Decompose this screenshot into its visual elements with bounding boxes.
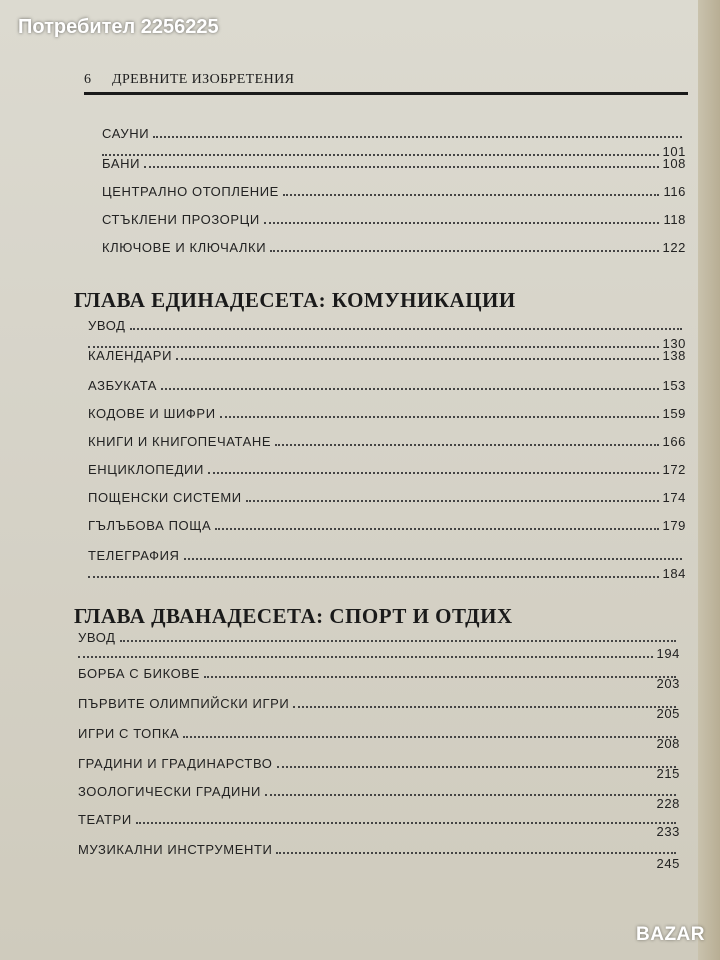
toc-entry — [78, 856, 680, 872]
toc-entry-title: ЕНЦИКЛОПЕДИИ — [88, 462, 204, 477]
bazar-logo: BAZAR — [636, 924, 705, 945]
toc-entry-page: 203 — [656, 676, 680, 691]
running-head — [84, 72, 686, 88]
book-title: ДРЕВНИТЕ ИЗОБРЕТЕНИЯ — [112, 72, 295, 87]
chapter-heading: ГЛАВА ДВАНАДЕСЕТА: СПОРТ И ОТДИХ — [74, 604, 513, 628]
toc-entry-title: ТЕАТРИ — [78, 812, 132, 827]
dot-leader — [78, 656, 653, 658]
toc-entry-title: ПОЩЕНСКИ СИСТЕМИ — [88, 490, 242, 505]
toc-entry-page: 159 — [662, 406, 686, 421]
dot-leader — [120, 640, 676, 642]
toc-entry — [88, 490, 686, 506]
dot-leader — [275, 444, 658, 446]
toc-entry-page: 245 — [656, 856, 680, 871]
toc-entry — [78, 824, 680, 840]
user-watermark: Потребител 2256225 — [18, 16, 219, 38]
dot-leader — [220, 416, 659, 418]
toc-entry-title: ПЪРВИТЕ ОЛИМПИЙСКИ ИГРИ — [78, 696, 290, 711]
toc-entry-title: МУЗИКАЛНИ ИНСТРУМЕНТИ — [78, 842, 273, 857]
toc-entry-title: КАЛЕНДАРИ — [88, 348, 173, 363]
toc-entry-page: 184 — [662, 566, 686, 581]
dot-leader — [144, 166, 658, 168]
toc-entry-page: 138 — [662, 348, 686, 363]
toc-entry-page: 215 — [656, 766, 680, 781]
toc-entry — [78, 630, 680, 646]
dot-leader — [88, 576, 659, 578]
toc-entry — [78, 646, 680, 662]
toc-entry — [88, 434, 686, 450]
toc-entry — [102, 184, 686, 200]
toc-entry-title: ЦЕНТРАЛНО ОТОПЛЕНИЕ — [102, 184, 279, 199]
toc-entry — [102, 156, 686, 172]
dot-leader — [270, 250, 658, 252]
toc-entry-title: АЗБУКАТА — [88, 378, 158, 393]
toc-entry-title: ИГРИ С ТОПКА — [78, 726, 180, 741]
dot-leader — [246, 500, 659, 502]
toc-entry — [102, 212, 686, 228]
dot-leader — [264, 222, 660, 224]
toc-entry — [88, 378, 686, 394]
toc-entry-page: 174 — [662, 490, 686, 505]
toc-entry-page: 205 — [656, 706, 680, 721]
toc-entry-page: 194 — [656, 646, 680, 661]
dot-leader — [130, 328, 682, 330]
toc-entry — [88, 348, 686, 364]
toc-entry — [78, 706, 680, 722]
toc-entry-page: 153 — [662, 378, 686, 393]
toc-entry — [88, 566, 686, 582]
toc-entry-page: 179 — [662, 518, 686, 533]
toc-entry — [78, 766, 680, 782]
toc-entry-page: 208 — [656, 736, 680, 751]
dot-leader — [184, 558, 682, 560]
toc-entry-title: КНИГИ И КНИГОПЕЧАТАНЕ — [88, 434, 272, 449]
toc-entry — [88, 406, 686, 422]
page-edge — [698, 0, 720, 960]
toc-entry — [88, 518, 686, 534]
toc-entry — [102, 240, 686, 256]
dot-leader — [276, 852, 676, 854]
chapter-heading: ГЛАВА ЕДИНАДЕСЕТА: КОМУНИКАЦИИ — [74, 288, 516, 312]
dot-leader — [208, 472, 659, 474]
dot-leader — [161, 388, 658, 390]
toc-entry-title: КЛЮЧОВЕ И КЛЮЧАЛКИ — [102, 240, 267, 255]
toc-entry-title: БАНИ — [102, 156, 141, 171]
toc-entry-page: 228 — [656, 796, 680, 811]
toc-entry — [78, 736, 680, 752]
toc-entry — [88, 548, 686, 564]
toc-entry — [88, 462, 686, 478]
toc-entry-title: ТЕЛЕГРАФИЯ — [88, 548, 180, 563]
toc-entry-title: КОДОВЕ И ШИФРИ — [88, 406, 216, 421]
toc-entry-title: УВОД — [88, 318, 126, 333]
dot-leader — [153, 136, 682, 138]
toc-entry-page: 130 — [662, 336, 686, 351]
toc-entry-title: ЗООЛОГИЧЕСКИ ГРАДИНИ — [78, 784, 261, 799]
toc-entry-page: 101 — [662, 144, 686, 159]
toc-entry — [102, 126, 686, 142]
toc-entry-page: 118 — [663, 212, 686, 227]
toc-entry — [88, 318, 686, 334]
toc-entry-title: САУНИ — [102, 126, 150, 141]
dot-leader — [176, 358, 658, 360]
toc-entry-title: УВОД — [78, 630, 116, 645]
toc-entry-title: БОРБА С БИКОВЕ — [78, 666, 200, 681]
toc-entry — [78, 796, 680, 812]
toc-entry-page: 166 — [662, 434, 686, 449]
toc-entry-page: 108 — [662, 156, 686, 171]
toc-entry-page: 233 — [656, 824, 680, 839]
page-number: 6 — [84, 72, 92, 87]
toc-entry-page: 122 — [662, 240, 686, 255]
dot-leader — [283, 194, 660, 196]
toc-entry-page: 116 — [663, 184, 686, 199]
header-rule — [84, 92, 688, 95]
toc-entry-title: ГРАДИНИ И ГРАДИНАРСТВО — [78, 756, 273, 771]
dot-leader — [215, 528, 658, 530]
toc-entry-title: ГЪЛЪБОВА ПОЩА — [88, 518, 212, 533]
toc-entry — [78, 676, 680, 692]
toc-entry-title: СТЪКЛЕНИ ПРОЗОРЦИ — [102, 212, 260, 227]
toc-entry-page: 172 — [662, 462, 686, 477]
